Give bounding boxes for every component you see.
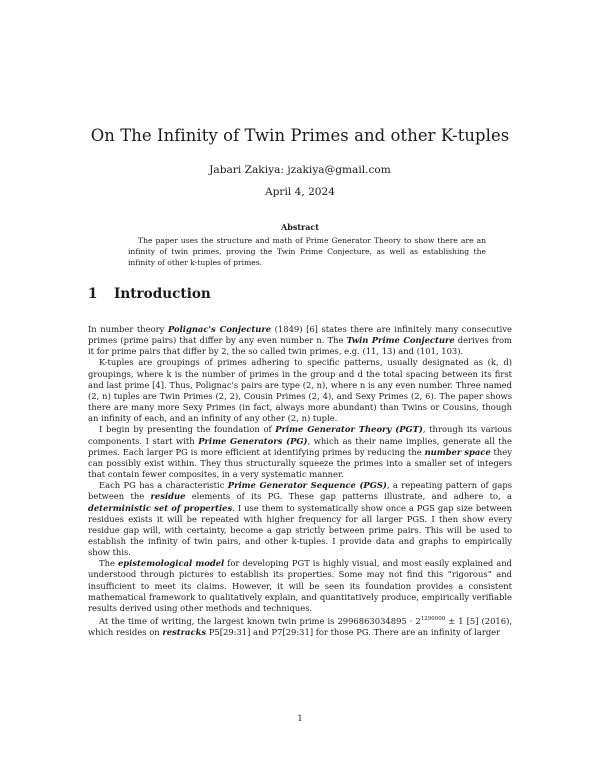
section-title: Introduction: [114, 286, 211, 302]
term-twin-prime-conjecture: Twin Prime Conjecture: [346, 335, 455, 346]
term-residue: residue: [150, 491, 186, 502]
paragraph-6: At the time of writing, the largest known twin prime is $2996863034895 \cdot 2^{1290000} \pm 1$ [5] (2016), which resides on restracks P5[29:31] and P7[29:31] for those PG. There are an infinity of larger: [88, 615, 512, 638]
term-pg: Prime Generators (PG): [198, 435, 308, 446]
paragraph-5: The epistemological model for developing PGT is highly visual, and most easily explained and understood through pictures to establish its properties. Some may not find this “rigorous” and insufficient to meet its claims. However, it will be seen its foundation provides a consistent mathematical framework to qualitatively explain, and quantitatively produce, empirically verifiable results derived using other methods and techniques.: [88, 558, 513, 613]
paragraph-3: I begin by presenting the foundation of Prime Generator Theory (PGT), through its various components. I start with Prime Generators (PG), which as their name implies, generate all the primes. Each larger PG is more efficient at identifying primes by reducing the number space they can possibly exist within. They thus structurally squeeze the primes into a smaller set of integers that contain fewer composites, in a very systematic manner.: [88, 424, 512, 480]
abstract-heading: Abstract: [281, 222, 319, 232]
paragraph-2: K-tuples are groupings of primes adhering to specific patterns, usually designated as (k, d) groupings, where k is the number of primes in the group and d the total spacing between its first and last prime [4]. Thus, Polignac's pairs are type (2, n), where n is any even number. Three named (2, n) tuples are Twin Primes (2, 2), Cousin Primes (2, 4), and Sexy Primes (2, 6). The paper shows there are many more Sexy Primes (in fact, always more abundant) than Twins or Cousins, though an infinity of each, and an infinity of any other (2, n) tuple.: [88, 357, 512, 424]
term-number-space: number space: [424, 446, 491, 457]
term-deterministic-properties: deterministic set of properties: [88, 502, 233, 513]
date-line: April 4, 2024: [264, 186, 336, 198]
section-number: 1: [88, 286, 98, 302]
term-polignac: Polignac's Conjecture: [167, 324, 272, 334]
abstract-text: The paper uses the structure and math of Prime Generator Theory to show there are an infinity of twin primes, proving the Twin Prime Conjecture, as well as establishing the infinity of other k-tuples of primes.: [128, 236, 486, 267]
paragraph-4: Each PG has a characteristic Prime Generator Sequence (PGS), a repeating pattern of gaps between the residue elements of its PG. These gap patterns illustrate, and adhere to, a deterministic set of properties. I use them to systematically show once a PGS gap size between residues exists it will be repeated with higher frequency for all larger PGS. I then show every residue gap will, with certainty, become a gap strictly between prime pairs. This will be used to establish the infinity of twin pairs, and other k-tuples. I provide data and graphs to empirically show this.: [88, 480, 513, 558]
term-restracks: restracks: [162, 627, 207, 638]
paper-title: On The Infinity of Twin Primes and other K-tuples: [90, 126, 510, 145]
author-line: Jabari Zakiya: jzakiya@gmail.com: [209, 164, 391, 176]
body-text: [88, 324, 512, 638]
term-epistemological-model: epistemological model: [117, 558, 225, 569]
exponent: 1290000: [420, 616, 446, 623]
term-pgs: Prime Generator Sequence (PGS): [227, 480, 387, 491]
section-heading: [88, 286, 211, 302]
paragraph-1: In number theory Polignac's Conjecture (1849) [6] states there are infinitely many consecutive primes (prime pairs) that differ by any even number n. The Twin Prime Conjecture derives from it for prime pairs that differ by 2, the so called twin primes, e.g. (11, 13) and (101, 103).: [88, 324, 513, 357]
term-pgt: Prime Generator Theory (PGT): [275, 424, 423, 435]
page-number: 1: [297, 713, 303, 723]
